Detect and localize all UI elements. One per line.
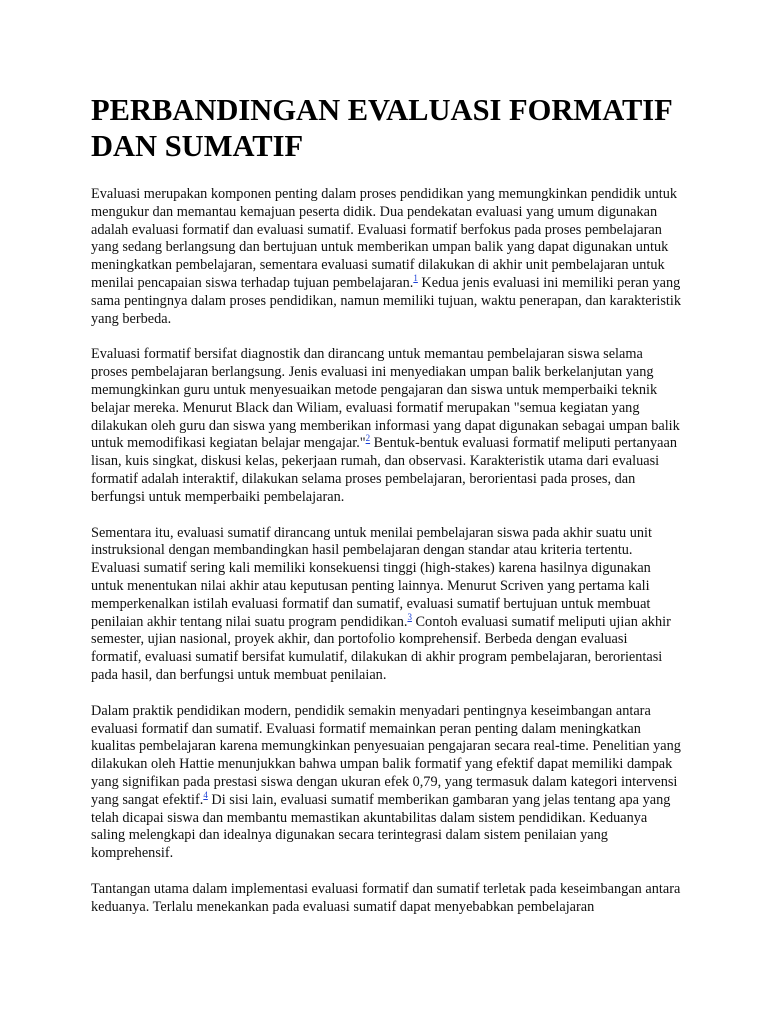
paragraph-praktik-modern <box>91 703 681 863</box>
footnote-link-3[interactable]: 3 <box>407 611 412 622</box>
paragraph-text: Evaluasi merupakan komponen penting dalam proses pendidikan yang memungkinkan pendidik untuk mengukur dan memantau kemajuan peserta didik. Dua pendekatan evaluasi yang umum digunakan adalah evaluasi formatif dan evaluasi sumatif. Evaluasi formatif berfokus pada proses pembelajaran yang sedang berlangsung dan bertujuan untuk memberikan umpan balik yang dapat digunakan untuk meningkatkan pembelajaran, sementara evaluasi sumatif dilakukan di akhir unit pembelajaran untuk menilai pencapaian siswa terhadap tujuan pembelajaran. <box>91 186 678 291</box>
paragraph-formatif <box>91 346 681 506</box>
paragraph-text-continued: Kedua jenis evaluasi ini memiliki peran yang sama pentingnya dalam proses pendidikan, namun memiliki tujuan, waktu penerapan, dan karakteristik yang berbeda. <box>91 274 681 327</box>
paragraph-text-continued: Di sisi lain, evaluasi sumatif memberikan gambaran yang jelas tentang apa yang telah dicapai siswa dan membantu memastikan akuntabilitas dalam sistem pendidikan. Keduanya saling melengkapi dan idealnya digunakan secara terintegrasi dalam sistem penilaian yang komprehensif. <box>91 791 671 862</box>
footnote-link-2[interactable]: 2 <box>365 433 371 444</box>
paragraph-text: Tantangan utama dalam implementasi evaluasi formatif dan sumatif terletak pada keseimbangan antara keduanya. Terlalu menekankan pada evaluasi sumatif dapat menyebabkan pembelajaran <box>91 880 681 915</box>
paragraph-text: Evaluasi formatif bersifat diagnostik dan dirancang untuk memantau pembelajaran siswa selama proses pembelajaran berlangsung. Jenis evaluasi ini menyediakan umpan balik berkelanjutan yang memungkinkan guru untuk menyesuaikan metode pengajaran dan siswa untuk memperbaiki teknik belajar mereka. Menurut Black dan Wiliam, evaluasi formatif merupakan "semua kegiatan yang dilakukan oleh guru dan siswa yang memberikan informasi yang dapat digunakan sebagai umpan balik untuk memodifikasi kegiatan belajar mengajar." <box>91 346 680 452</box>
paragraph-text-continued: Contoh evaluasi sumatif meliputi ujian akhir semester, ujian nasional, proyek akhir, dan portofolio komprehensif. Berbeda dengan evaluasi formatif, evaluasi sumatif bersifat kumulatif, dilakukan di akhir program pembelajaran, berorientasi pada hasil, dan berfungsi untuk membuat penilaian. <box>91 613 671 683</box>
document-page <box>91 92 681 934</box>
footnote-link-4[interactable]: 4 <box>203 789 208 800</box>
paragraph-intro <box>91 186 681 328</box>
footnote-link-1[interactable]: 1 <box>413 273 418 284</box>
paragraph-text: Dalam praktik pendidikan modern, pendidik semakin menyadari pentingnya keseimbangan antara evaluasi formatif dan sumatif. Evaluasi formatif memainkan peran penting dalam meningkatkan kualitas pembelajaran karena memungkinkan penyesuaian pengajaran secara real-time. Penelitian yang dilakukan oleh Hattie menunjukkan bahwa umpan balik formatif yang efektif dapat memiliki dampak yang signifikan pada prestasi siswa dengan ukuran efek 0,79, yang termasuk dalam kategori intervensi yang sangat efektif. <box>91 702 681 808</box>
document-title: PERBANDINGAN EVALUASI FORMATIF DAN SUMATIF <box>91 93 672 163</box>
paragraph-sumatif <box>91 525 681 685</box>
paragraph-text-continued: Bentuk-bentuk evaluasi formatif meliputi pertanyaan lisan, kuis singkat, diskusi kelas, pekerjaan rumah, dan observasi. Karakteristik utama dari evaluasi formatif adalah interaktif, dilakukan selama proses pembelajaran, berorientasi pada proses, dan berfungsi untuk memperbaiki pembelajaran. <box>91 435 677 505</box>
paragraph-tantangan <box>91 881 681 917</box>
paragraph-text: Sementara itu, evaluasi sumatif dirancang untuk menilai pembelajaran siswa pada akhir suatu unit instruksional dengan membandingkan hasil pembelajaran dengan standar atau kriteria tertentu. Evaluasi sumatif sering kali memiliki konsekuensi tinggi (high-stakes) karena hasilnya digunakan untuk menentukan nilai akhir atau keputusan penting lainnya. Menurut Scriven yang pertama kali memperkenalkan istilah evaluasi formatif dan sumatif, evaluasi sumatif bertujuan untuk membuat penilaian akhir tentang nilai suatu program pendidikan. <box>91 524 652 630</box>
